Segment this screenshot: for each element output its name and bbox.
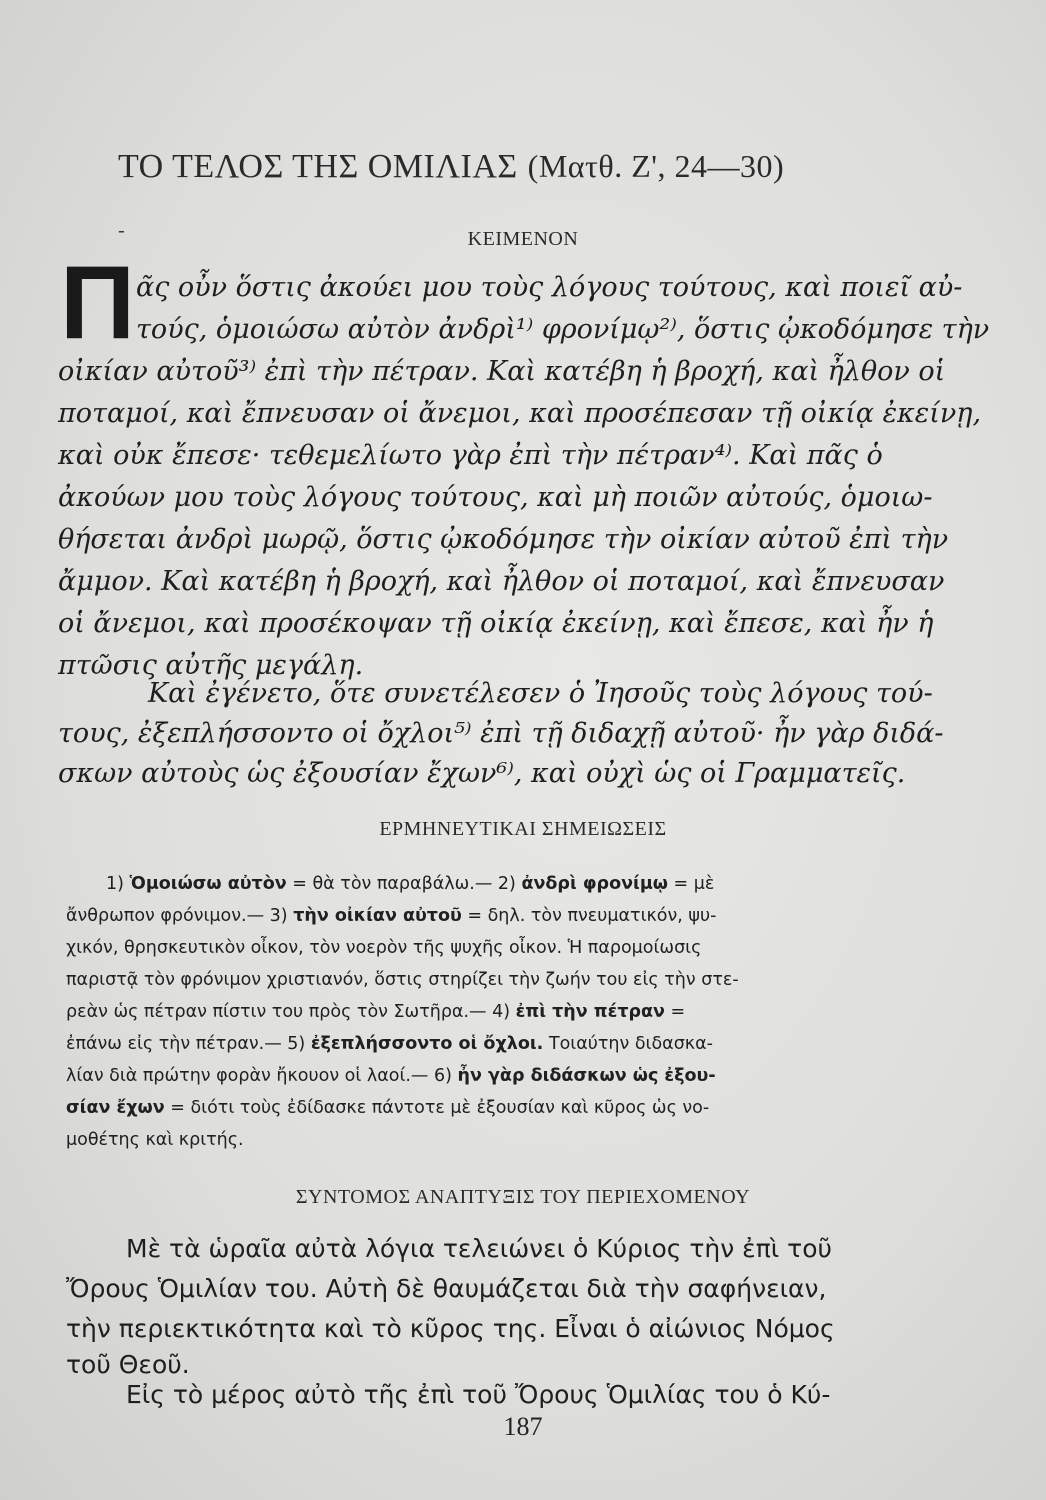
note-line: ἄνθρωπον φρόνιμον.— 3) τὴν οἰκίαν αὐτοῦ = δηλ. τὸν πνευματικόν, ψυ-: [66, 906, 717, 926]
text-line: ἀκούων μου τοὺς λόγους τούτους, καὶ μὴ ποιῶν αὐτούς, ὁμοιω-: [58, 482, 933, 513]
note-line: ἐπάνω εἰς τὴν πέτραν.— 5) ἐξεπλήσσοντο οἱ ὄχλοι. Τοιαύτην διδασκα-: [66, 1034, 713, 1054]
note-line: χικόν, θρησκευτικὸν οἶκον, τὸν νοερὸν τῆς ψυχῆς οἶκον. Ἡ παρομοίωσις: [66, 938, 702, 958]
text-line: σκων αὐτοὺς ὡς ἐξουσίαν ἔχων⁶⁾, καὶ οὐχὶ ὡς οἱ Γραμματεῖς.: [58, 758, 906, 789]
summary-heading: ΣΥΝΤΟΜΟΣ ΑΝΑΠΤΥΞΙΣ ΤΟΥ ΠΕΡΙΕΧΟΜΕΝΟΥ: [295, 1186, 751, 1208]
page-number: 187: [503, 1412, 543, 1441]
text-line: οἱ ἄνεμοι, καὶ προσέκοψαν τῇ οἰκίᾳ ἐκείνῃ, καὶ ἔπεσε, καὶ ἦν ἡ: [58, 608, 934, 639]
summary-line: τοῦ Θεοῦ.: [66, 1350, 190, 1379]
text-line: πτῶσις αὐτῆς μεγάλη.: [58, 650, 364, 681]
text-line: οἰκίαν αὐτοῦ³⁾ ἐπὶ τὴν πέτραν. Καὶ κατέβη ἡ βροχή, καὶ ἦλθον οἱ: [58, 356, 946, 387]
note-line: σίαν ἔχων = διότι τοὺς ἐδίδασκε πάντοτε μὲ ἐξουσίαν καὶ κῦρος ὡς νο-: [66, 1098, 710, 1118]
title-main: ΤΟ ΤΕΛΟΣ ΤΗΣ ΟΜΙΛΙΑΣ: [118, 148, 518, 185]
note-line: παριστᾷ τὸν φρόνιμον χριστιανόν, ὅστις στηρίζει τὴν ζωήν του εἰς τὴν στε-: [66, 970, 739, 990]
page-title: [118, 148, 938, 186]
text-line: καὶ οὐκ ἔπεσε· τεθεμελίωτο γὰρ ἐπὶ τὴν πέτραν⁴⁾. Καὶ πᾶς ὁ: [58, 440, 883, 471]
text-line: ποταμοί, καὶ ἔπνευσαν οἱ ἄνεμοι, καὶ προσέπεσαν τῇ οἰκίᾳ ἐκείνῃ,: [58, 398, 982, 429]
note-line: μοθέτης καὶ κριτής.: [66, 1130, 244, 1150]
text-line: τους, ἐξεπλήσσοντο οἱ ὄχλοι⁵⁾ ἐπὶ τῇ διδαχῇ αὐτοῦ· ἦν γὰρ διδά-: [58, 718, 944, 749]
text-line: Καὶ ἐγένετο, ὅτε συνετέλεσεν ὁ Ἰησοῦς τοὺς λόγους τού-: [148, 678, 933, 709]
summary-line: Μὲ τὰ ὡραῖα αὐτὰ λόγια τελειώνει ὁ Κύριος τὴν ἐπὶ τοῦ: [126, 1234, 832, 1263]
summary-line: Εἰς τὸ μέρος αὐτὸ τῆς ἐπὶ τοῦ Ὄρους Ὁμιλίας του ὁ Κύ-: [126, 1380, 831, 1409]
dash-mark: -: [118, 218, 125, 242]
note-line: ρεὰν ὡς πέτραν πίστιν του πρὸς τὸν Σωτῆρα.— 4) ἐπὶ τὴν πέτραν =: [66, 1002, 686, 1022]
text-line: τούς, ὁμοιώσω αὐτὸν ἀνδρὶ¹⁾ φρονίμῳ²⁾, ὅστις ᾠκοδόμησε τὴν: [136, 314, 990, 345]
text-heading: ΚΕΙΜΕΝΟΝ: [467, 228, 579, 250]
summary-line: Ὄρους Ὁμιλίαν του. Αὐτὴ δὲ θαυμάζεται διὰ τὴν σαφήνειαν,: [66, 1274, 827, 1303]
note-line: λίαν διὰ πρώτην φορὰν ἤκουον οἱ λαοί.— 6) ἦν γὰρ διδάσκων ὡς ἐξου-: [66, 1066, 716, 1086]
text-line: ἄμμον. Καὶ κατέβη ἡ βροχή, καὶ ἦλθον οἱ ποταμοί, καὶ ἔπνευσαν: [58, 566, 945, 597]
text-line: ᾶς οὖν ὅστις ἀκούει μου τοὺς λόγους τούτους, καὶ ποιεῖ αὐ-: [136, 272, 963, 303]
text-line: θήσεται ἀνδρὶ μωρῷ, ὅστις ᾠκοδόμησε τὴν οἰκίαν αὐτοῦ ἐπὶ τὴν: [58, 524, 949, 555]
title-reference: (Ματθ. Ζ', 24—30): [527, 148, 785, 184]
notes-heading: ΕΡΜΗΝΕΥΤΙΚΑΙ ΣΗΜΕΙΩΣΕΙΣ: [379, 818, 667, 840]
note-line: 1) Ὁμοιώσω αὐτὸν = θὰ τὸν παραβάλω.— 2) ἀνδρὶ φρονίμῳ = μὲ: [106, 874, 715, 894]
drop-cap: Π: [60, 245, 136, 361]
summary-line: τὴν περιεκτικότητα καὶ τὸ κῦρος της. Εἶναι ὁ αἰώνιος Νόμος: [66, 1314, 835, 1343]
